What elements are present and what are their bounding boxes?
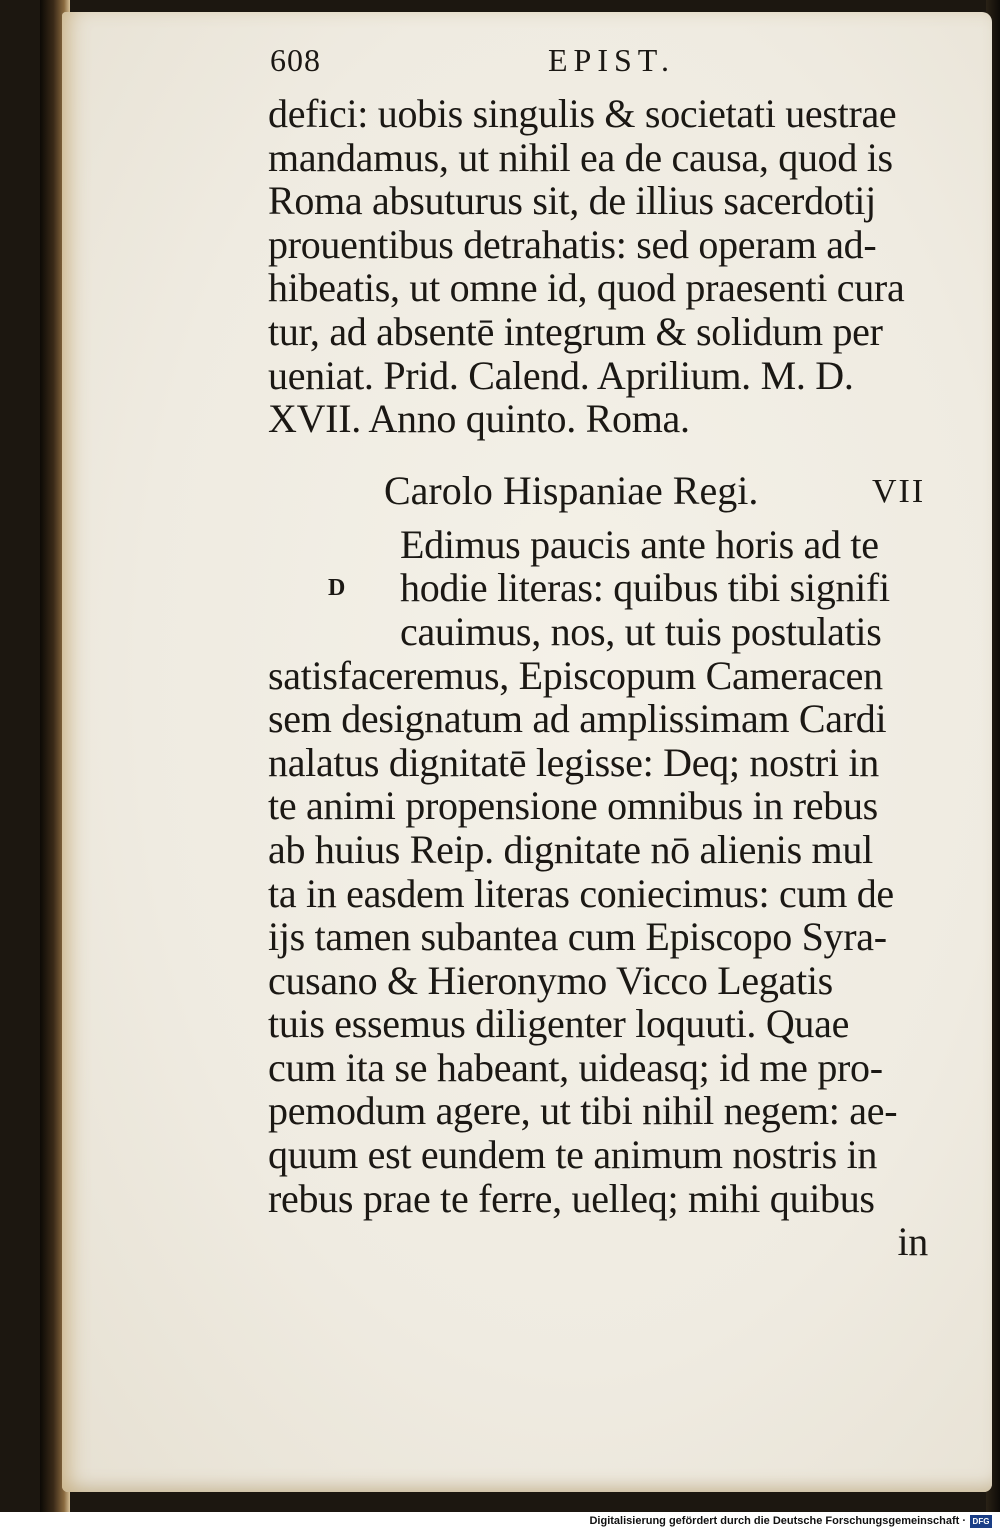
text-line: ta in easdem literas coniecimus: cum de xyxy=(268,870,894,916)
text-line: hodie literas: quibus tibi signifi xyxy=(400,565,890,611)
letter-number: VII xyxy=(872,472,926,510)
text-line: prouentibus detrahatis: sed operam ad- xyxy=(268,221,877,267)
text-line: cum ita se habeant, uideasq; id me pro- xyxy=(268,1044,883,1090)
page-text xyxy=(268,36,968,1264)
paragraph-2 xyxy=(268,523,968,1264)
text-line: tuis essemus diligenter loquuti. Quae xyxy=(268,1001,850,1047)
text-line: hibeatis, ut omne id, quod praesenti cura xyxy=(268,265,905,311)
letter-addressee: Carolo Hispaniae Regi. xyxy=(384,467,759,513)
text-line: defici: uobis singulis & societati uestrae xyxy=(268,91,897,136)
page-header xyxy=(268,36,968,92)
text-line: cusano & Hieronymo Vicco Legatis xyxy=(268,957,833,1003)
folio-number: 608 xyxy=(270,42,321,78)
drop-cap-guide-letter: D xyxy=(328,574,346,601)
text-line: rebus prae te ferre, uelleq; mihi quibus xyxy=(268,1175,875,1221)
text-line: ab huius Reip. dignitate nō alienis mul xyxy=(268,826,873,872)
paragraph-1 xyxy=(268,92,968,441)
catchword: in xyxy=(897,1219,928,1265)
text-line: pemodum agere, ut tibi nihil negem: ae- xyxy=(268,1088,898,1134)
text-line: cauimus, nos, ut tuis postulatis xyxy=(400,608,882,654)
footer-credit: Digitalisierung gefördert durch die Deutsche Forschungsgemeinschaft · xyxy=(589,1515,966,1527)
dfg-logo-icon: DFG xyxy=(970,1515,992,1528)
text-line: Roma absuturus sit, de illius sacerdotij xyxy=(268,178,876,224)
text-line: sem designatum ad amplissimam Cardi xyxy=(268,696,887,742)
text-line: satisfaceremus, Episcopum Cameracen xyxy=(268,652,883,698)
text-line: te animi propensione omnibus in rebus xyxy=(268,783,878,829)
text-line: ueniat. Prid. Calend. Aprilium. M. D. xyxy=(268,352,854,398)
text-line: ijs tamen subantea cum Episcopo Syra- xyxy=(268,914,887,960)
text-line: quum est eundem te animum nostris in xyxy=(268,1132,878,1178)
text-line: XVII. Anno quinto. Roma. xyxy=(268,396,690,442)
text-line: mandamus, ut nihil ea de causa, quod is xyxy=(268,134,893,180)
text-line: nalatus dignitatē legisse: Deq; nostri in xyxy=(268,739,879,785)
running-head: EPIST. xyxy=(548,42,675,78)
letter-heading xyxy=(268,459,968,523)
text-line: Edimus paucis ante horis ad te xyxy=(400,521,879,567)
text-line: tur, ad absentē integrum & solidum per xyxy=(268,308,883,354)
digitization-footer xyxy=(0,1512,1000,1532)
